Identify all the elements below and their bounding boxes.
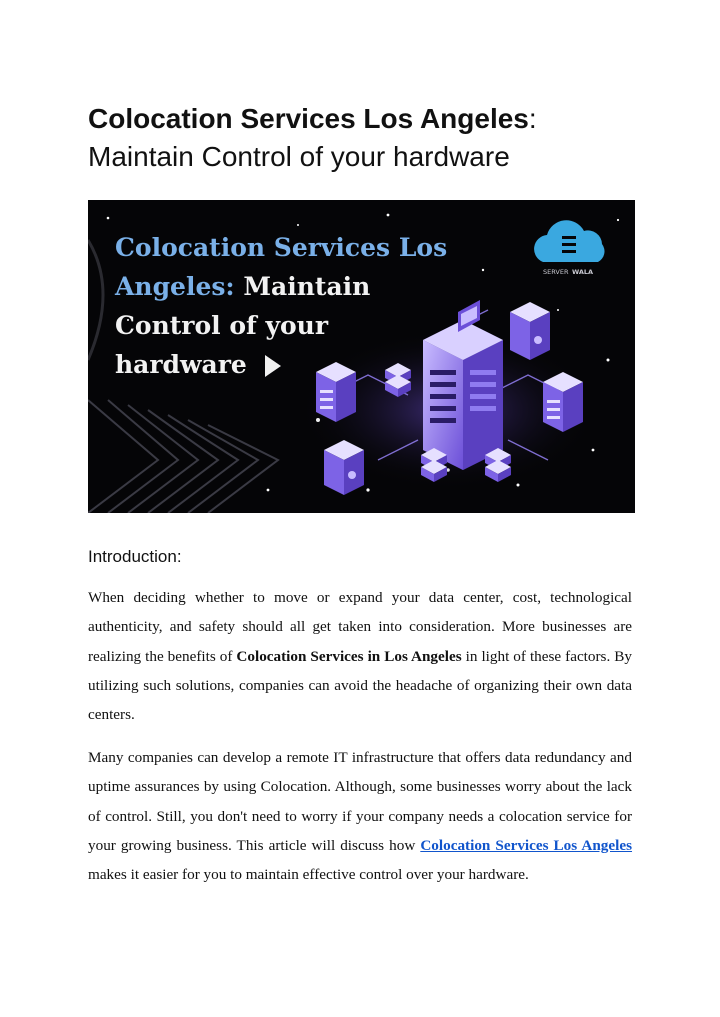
server-unit-left-stack [385, 363, 411, 397]
p1-bold: Colocation Services in Los Angeles [236, 647, 462, 665]
banner-headline-line2a: Angeles: [115, 272, 235, 301]
server-unit-bottom-stack-2 [485, 448, 511, 482]
intro-paragraph-1 [88, 583, 632, 729]
logo-text-wala: WALA [572, 268, 594, 276]
server-unit-bottom-stack-1 [421, 448, 447, 482]
hero-banner-image [88, 200, 635, 513]
server-unit-left-top [316, 362, 356, 422]
server-unit-right-top [510, 302, 550, 360]
banner-headline-line3: Control of your [115, 311, 329, 340]
server-unit-right [543, 372, 583, 432]
server-unit-bottom-left [324, 440, 364, 495]
colocation-link[interactable]: Colocation Services Los Angeles [420, 836, 633, 854]
central-server-tower [423, 320, 503, 470]
p1-text-b: in light of these factors. By utilizing such solutions, companies can avoid the headache of organizing their own data centers. [88, 647, 632, 724]
logo-text-server: SERVER [543, 268, 569, 276]
banner-illustration [88, 200, 635, 513]
p2-text-b: makes it easier for you to maintain effective control over your hardware. [88, 866, 529, 884]
intro-heading: Introduction: [88, 547, 182, 566]
banner-headline-line2b: Maintain [234, 272, 371, 301]
banner-headline-line1: Colocation Services Los [115, 233, 448, 262]
banner-headline-line4: hardware [115, 350, 247, 379]
p1-text-a: When deciding whether to move or expand your data center, cost, technological authenticity, and safety should all get taken into consideration. More businesses are realizing the benefits of [88, 589, 632, 665]
title-subtitle: Maintain Control of your hardware [88, 141, 510, 172]
title-colon: : [528, 103, 537, 134]
p2-text-a: Many companies can develop a remote IT infrastructure that offers data redundancy and uptime assurances by using Colocation. Although, some businesses worry about the lack of control. Still, you don't need to worry if your company needs a colocation service for your growing business. This article will discuss how [88, 749, 632, 854]
title-bold: Colocation Services Los Angeles [88, 103, 529, 134]
banner-headline-line2 [114, 272, 370, 301]
intro-paragraph-2 [88, 743, 632, 889]
page-title [88, 100, 648, 176]
